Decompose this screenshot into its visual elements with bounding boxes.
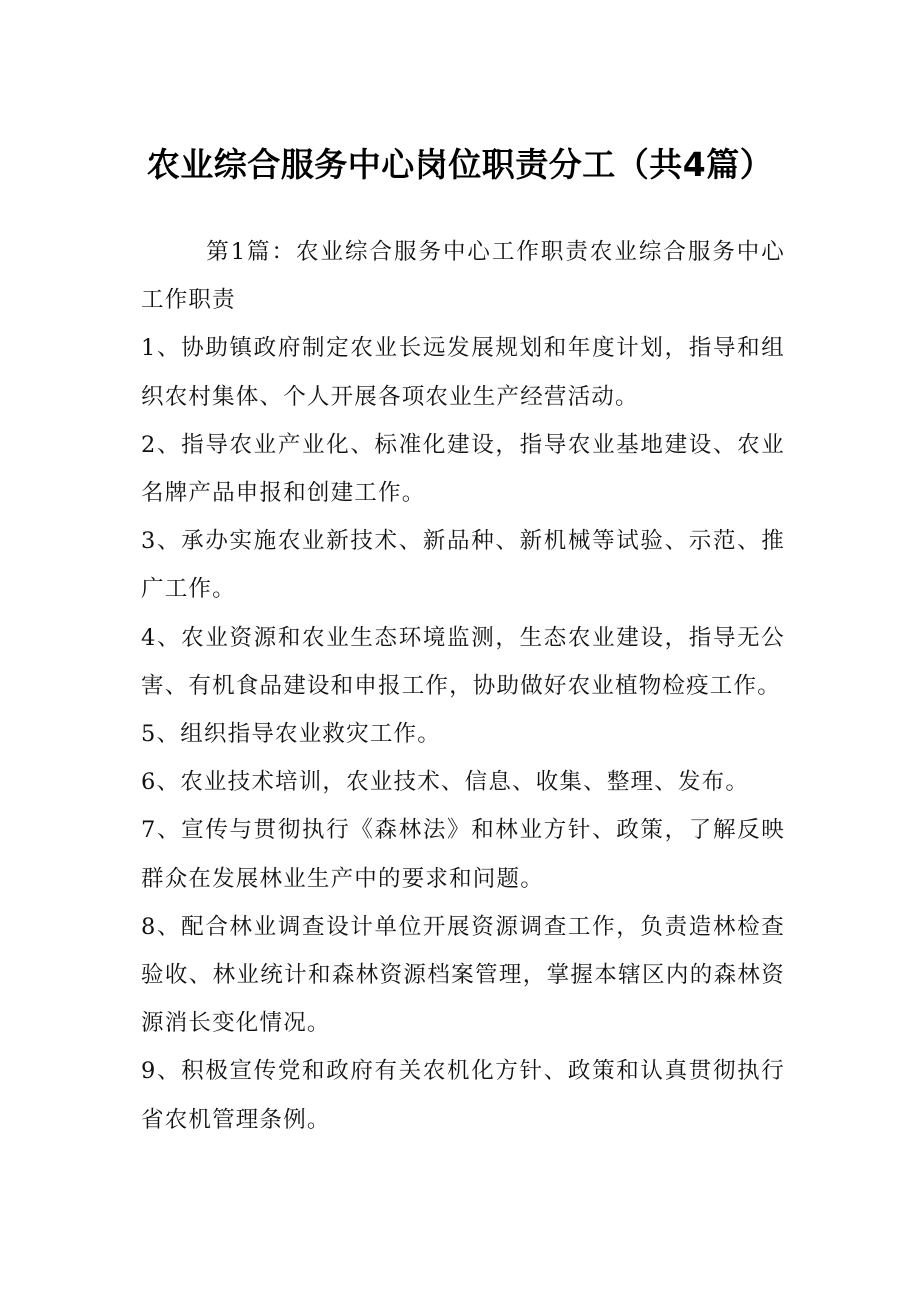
duty-item-5: 5、组织指导农业救灾工作。 [141,721,441,748]
duty-item-9: 9、积极宣传党和政府有关农机化方针、政策和认真贯彻执行省农机管理条例。 [141,1058,785,1133]
duty-item-6: 6、农业技术培训，农业技术、信息、收集、整理、发布。 [141,769,750,796]
duty-item-7: 7、宣传与贯彻执行《森林法》和林业方针、政策，了解反映群众在发展林业生产中的要求和问题。 [141,817,785,892]
duty-item-4: 4、农业资源和农业生态环境监测，生态农业建设，指导无公害、有机食品建设和申报工作，协助做好农业植物检疫工作。 [141,624,785,699]
duty-item-3: 3、承办实施农业新技术、新品种、新机械等试验、示范、推广工作。 [141,528,785,603]
document-title: 农业综合服务中心岗位职责分工（共4篇） [146,145,774,184]
document-body [141,228,785,1144]
duty-item-2: 2、指导农业产业化、标准化建设，指导农业基地建设、农业名牌产品申报和创建工作。 [141,431,785,507]
section-heading: 第1篇：农业综合服务中心工作职责农业综合服务中心工作职责 [141,239,785,314]
duty-item-1: 1、协助镇政府制定农业长远发展规划和年度计划，指导和组织农村集体、个人开展各项农业生产经营活动。 [141,335,785,410]
duty-item-8: 8、配合林业调查设计单位开展资源调查工作，负责造林检查验收、林业统计和森林资源档案管理，掌握本辖区内的森林资源消长变化情况。 [141,913,785,1037]
